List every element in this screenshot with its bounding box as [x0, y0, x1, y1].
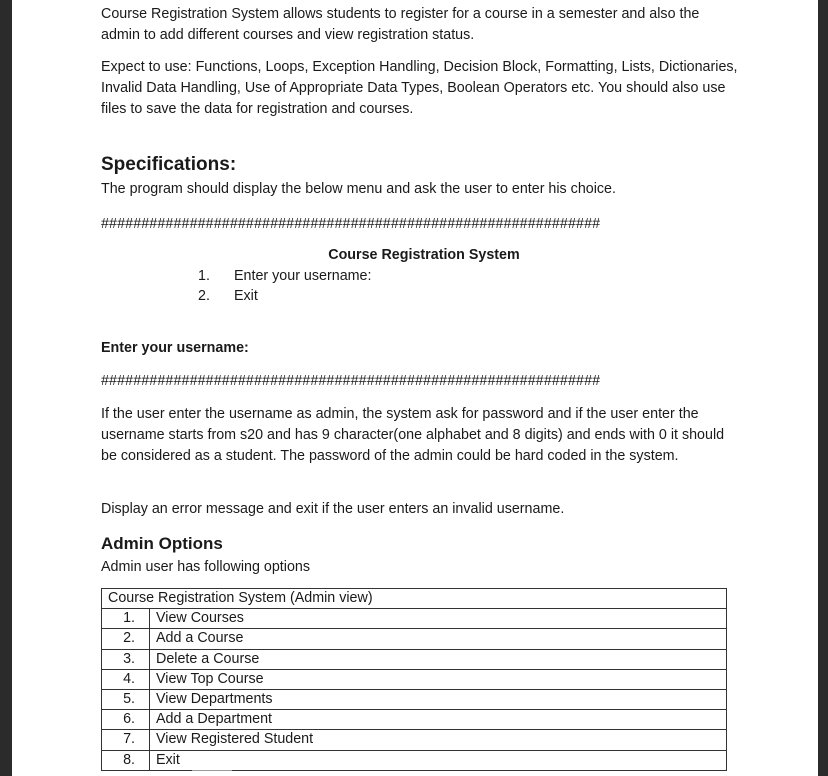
- menu-item: [198, 267, 371, 287]
- table-row: [102, 649, 727, 669]
- specifications-heading: Specifications:: [101, 154, 237, 175]
- username-prompt: Enter your username:: [101, 340, 249, 356]
- intro-paragraph-2: Expect to use: Functions, Loops, Exception Handling, Decision Block, Formatting, Lists, Dictionaries, Invalid Data Handling, Use of Appropriate Data Types, Boolean Operators etc. You should also use files to save the data for registration and courses.: [101, 59, 738, 117]
- row-number: 1.: [102, 609, 150, 629]
- row-label: View Courses: [150, 609, 727, 629]
- row-number: 2.: [102, 629, 150, 649]
- separator-line-1: ##############################################################: [101, 216, 601, 232]
- menu-item-number: 2.: [198, 287, 210, 304]
- table-row: [102, 689, 727, 709]
- row-label: View Departments: [150, 689, 727, 709]
- table-title: Course Registration System (Admin view): [102, 589, 727, 609]
- row-number: 8.: [102, 750, 150, 770]
- error-message-text: Display an error message and exit if the user enters an invalid username.: [101, 501, 565, 517]
- username-rules-paragraph: If the user enter the username as admin, the system ask for password and if the user enter the username starts from s20 and has 9 character(one alphabet and 8 digits) and ends with 0 it should be considered as a student. The password of the admin could be hard coded in the system.: [101, 406, 725, 464]
- row-label: Add a Course: [150, 629, 727, 649]
- menu-item: [198, 287, 371, 307]
- row-number: 6.: [102, 710, 150, 730]
- row-number: 7.: [102, 730, 150, 750]
- menu-item-label: Exit: [234, 287, 258, 304]
- row-number: 3.: [102, 649, 150, 669]
- row-label: View Registered Student: [150, 730, 727, 750]
- row-label: Exit: [150, 750, 727, 770]
- separator-line-2: ##############################################################: [101, 373, 601, 389]
- table-header-row: [102, 589, 727, 609]
- table-row: [102, 629, 727, 649]
- table-row: [102, 669, 727, 689]
- table-row: [102, 710, 727, 730]
- admin-options-table: [101, 588, 727, 771]
- document-page: [12, 0, 818, 776]
- row-label: Add a Department: [150, 710, 727, 730]
- menu-title: Course Registration System: [328, 247, 520, 263]
- admin-options-subtext: Admin user has following options: [101, 559, 311, 575]
- specifications-text: The program should display the below menu and ask the user to enter his choice.: [101, 181, 616, 197]
- table-row: [102, 609, 727, 629]
- menu-item-label: Enter your username:: [234, 268, 372, 284]
- row-label: View Top Course: [150, 669, 727, 689]
- menu-item-number: 1.: [198, 268, 210, 284]
- table-row: [102, 730, 727, 750]
- menu-list: [198, 267, 371, 306]
- table-row: [102, 750, 727, 770]
- row-label: Delete a Course: [150, 649, 727, 669]
- cut-off-text-fragment: [192, 770, 232, 775]
- row-number: 5.: [102, 689, 150, 709]
- admin-options-heading: Admin Options: [101, 534, 223, 553]
- intro-paragraph-1: Course Registration System allows students to register for a course in a semester and also the admin to add different courses and view registration status.: [101, 6, 700, 43]
- row-number: 4.: [102, 669, 150, 689]
